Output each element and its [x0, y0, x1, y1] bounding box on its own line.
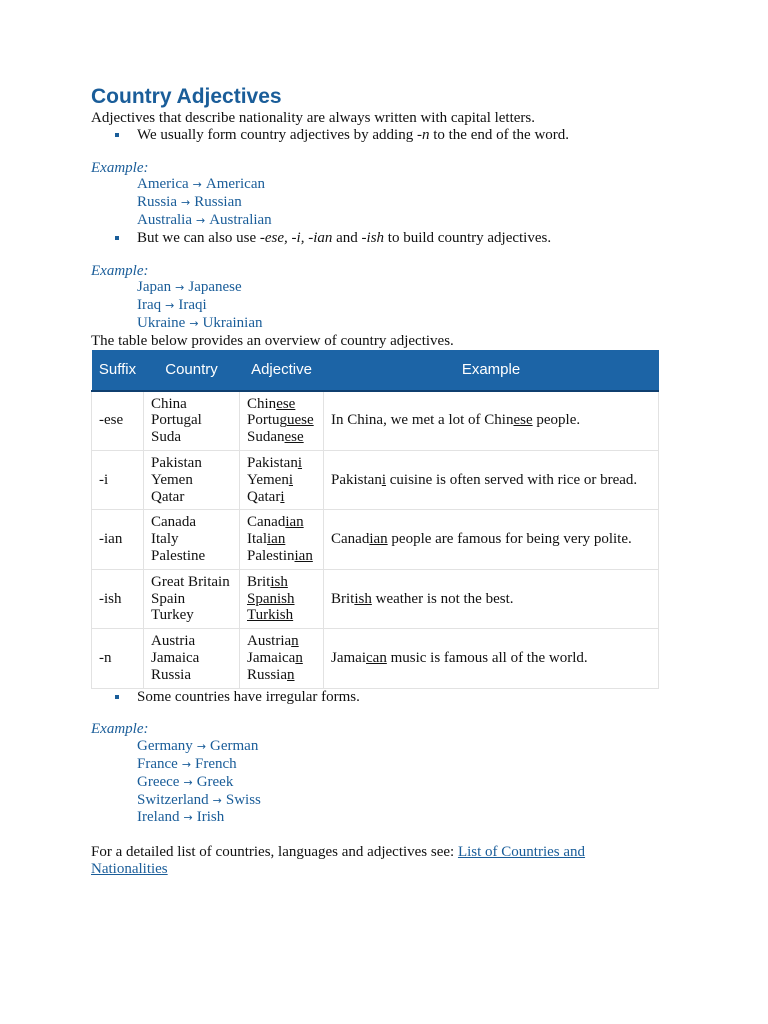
example-country: Japan	[137, 279, 172, 296]
suffix-highlight: ian	[267, 531, 286, 548]
suffix-cell: -ian	[92, 510, 144, 569]
text-part: Sudan	[247, 429, 285, 446]
example-adjective: Ukrainian	[202, 314, 263, 331]
adjective-cell	[240, 450, 324, 509]
example-line	[91, 756, 661, 774]
footer-paragraph	[91, 844, 661, 878]
text-part: Qatar	[247, 488, 281, 505]
country-cell	[144, 629, 240, 688]
country-cell	[144, 510, 240, 569]
country-name: Pakistan	[151, 454, 202, 471]
example-adjective: Australian	[209, 211, 272, 228]
country-cell	[144, 569, 240, 628]
example-line	[91, 279, 661, 297]
suffix-highlight: ian	[285, 514, 304, 531]
adjective-word	[247, 574, 316, 591]
country-name: Portugal	[151, 412, 202, 429]
example-line	[91, 212, 661, 230]
table-row	[92, 450, 659, 509]
arrow-right-icon: →	[195, 213, 206, 227]
example-country: Switzerland	[137, 791, 209, 808]
example-list	[91, 279, 661, 332]
text-part: music is famous all of the world.	[386, 649, 588, 666]
example-country: Greece	[137, 773, 180, 790]
text-part: people are famous for being very polite.	[387, 531, 632, 548]
suffix-cell: -ish	[92, 569, 144, 628]
example-line	[91, 774, 661, 792]
suffix-highlight: ian	[369, 531, 388, 548]
suffix-highlight: Spanish	[247, 590, 295, 607]
country-name: Great Britain	[151, 573, 230, 590]
bullet-item	[91, 230, 661, 247]
suffix-highlight: n	[287, 666, 295, 683]
adjective-word	[247, 667, 316, 684]
countries-nationalities-link[interactable]: List of Countries and Nationalities	[91, 844, 586, 877]
header-example: Example	[324, 350, 659, 391]
example-adjective: Greek	[196, 773, 234, 790]
text-part: Yemen	[247, 471, 289, 488]
adjective-cell	[240, 510, 324, 569]
arrow-right-icon: →	[183, 811, 193, 825]
adjectives-table	[91, 350, 659, 689]
example-adjective: Swiss	[225, 791, 261, 808]
country-cell	[144, 391, 240, 451]
example-cell	[324, 450, 659, 509]
example-country: America	[137, 176, 189, 193]
country-name: Turkey	[151, 607, 194, 624]
suffix-cell: -n	[92, 629, 144, 688]
example-line	[91, 176, 661, 194]
example-list	[91, 738, 661, 827]
suffix-highlight: ese	[284, 429, 304, 446]
square-bullet-icon	[115, 236, 119, 240]
example-adjective: Irish	[196, 809, 225, 826]
adjective-word	[247, 633, 316, 650]
example-cell	[324, 629, 659, 688]
text-part: Ital	[247, 531, 267, 548]
header-adjective: Adjective	[240, 350, 324, 391]
bullet-text: and	[332, 229, 362, 246]
suffix-cell: -i	[92, 450, 144, 509]
text-part: In China, we met a lot of Chin	[331, 412, 514, 429]
adjective-word	[247, 514, 316, 531]
text-part: cuisine is often served with rice or bread.	[386, 471, 638, 488]
example-list	[91, 176, 661, 229]
suffix-highlight: ese	[513, 412, 533, 429]
text-part: Pakistan	[247, 454, 298, 471]
suffix-highlight: can	[366, 649, 387, 666]
bullet-text: to build country adjectives.	[384, 229, 552, 246]
country-cell	[144, 450, 240, 509]
text-part: Brit	[331, 590, 355, 607]
text-part: Brit	[247, 573, 271, 590]
arrow-right-icon: →	[181, 757, 192, 771]
example-label: Example:	[91, 262, 149, 279]
square-bullet-icon	[115, 695, 119, 699]
adjective-word	[247, 531, 316, 548]
text-part: Russia	[247, 666, 288, 683]
bullet-text: to the end of the word.	[429, 126, 570, 143]
country-name: Italy	[151, 531, 179, 548]
adjective-word	[247, 429, 316, 446]
bullet-suffix: -ese, -i, -ian	[259, 229, 333, 246]
arrow-right-icon: →	[165, 299, 175, 313]
bullet-item	[91, 127, 661, 144]
example-line	[91, 792, 661, 810]
bullet-text: But we can also use	[137, 229, 260, 246]
adjective-word	[247, 591, 316, 608]
country-name: Canada	[151, 514, 196, 531]
country-name: Spain	[151, 590, 186, 607]
arrow-right-icon: →	[189, 316, 199, 330]
table-header-row	[92, 350, 659, 391]
example-country: Russia	[137, 194, 178, 211]
bullet-suffix: -n	[416, 126, 430, 143]
adjective-cell	[240, 569, 324, 628]
example-adjective: French	[195, 755, 237, 772]
footer-text: For a detailed list of countries, languages and adjectives see:	[91, 844, 458, 861]
adjective-word	[247, 412, 316, 429]
arrow-right-icon: →	[212, 793, 222, 807]
text-part: Palestin	[247, 547, 295, 564]
text-part: Portug	[247, 412, 288, 429]
intro-text: Adjectives that describe nationality are always written with capital letters.	[91, 110, 536, 126]
country-name: Qatar	[151, 488, 185, 505]
suffix-highlight: Turkish	[247, 607, 294, 624]
country-name: Austria	[151, 633, 196, 650]
example-line	[91, 194, 661, 212]
suffix-highlight: ish	[270, 573, 288, 590]
example-adjective: German	[210, 738, 259, 755]
document-page	[91, 84, 661, 878]
bullet-text: Some countries have irregular forms.	[137, 688, 360, 705]
text-part: Canad	[247, 514, 286, 531]
text-part: Austria	[247, 633, 292, 650]
arrow-right-icon: →	[181, 196, 191, 210]
arrow-right-icon: →	[196, 740, 207, 754]
table-row	[92, 391, 659, 451]
example-country: Germany	[137, 738, 193, 755]
arrow-right-icon: →	[175, 281, 185, 295]
table-intro: The table below provides an overview of country adjectives.	[91, 332, 454, 349]
text-part: weather is not the best.	[371, 590, 514, 607]
header-country: Country	[144, 350, 240, 391]
example-country: Ireland	[137, 809, 180, 826]
adjective-word	[247, 548, 316, 565]
example-country: Ukraine	[137, 314, 186, 331]
suffix-highlight: ian	[294, 547, 313, 564]
bullet-suffix: -ish	[361, 229, 385, 246]
country-name: Yemen	[151, 471, 193, 488]
text-part: Canad	[331, 531, 370, 548]
adjective-word	[247, 455, 316, 472]
adjective-word	[247, 607, 316, 624]
text-part: Jamaica	[247, 649, 296, 666]
page-title: Country Adjectives	[91, 85, 282, 108]
suffix-highlight: i	[280, 488, 285, 505]
adjective-word	[247, 650, 316, 667]
example-cell	[324, 510, 659, 569]
example-line	[91, 809, 661, 827]
suffix-highlight: i	[288, 471, 293, 488]
example-country: Iraq	[137, 297, 162, 314]
example-country: Australia	[137, 211, 192, 228]
table-row	[92, 569, 659, 628]
suffix-highlight: n	[295, 649, 303, 666]
suffix-cell: -ese	[92, 391, 144, 451]
country-name: Palestine	[151, 547, 206, 564]
example-cell	[324, 391, 659, 451]
suffix-highlight: i	[297, 454, 303, 471]
example-cell	[324, 569, 659, 628]
text-part: Jamai	[331, 649, 366, 666]
bullet-item	[91, 689, 661, 706]
suffix-highlight: n	[291, 633, 299, 650]
text-part: people.	[532, 412, 581, 429]
table-body	[92, 391, 659, 688]
square-bullet-icon	[115, 133, 119, 137]
adjective-word	[247, 396, 316, 413]
country-name: Jamaica	[151, 649, 200, 666]
example-label: Example:	[91, 159, 149, 176]
example-line	[91, 738, 661, 756]
adjective-cell	[240, 391, 324, 451]
adjective-word	[247, 489, 316, 506]
example-adjective: Japanese	[188, 279, 242, 296]
example-line	[91, 297, 661, 315]
text-part: Pakistan	[331, 471, 382, 488]
example-label: Example:	[91, 721, 149, 738]
text-part: Chin	[247, 395, 277, 412]
example-adjective: American	[205, 176, 265, 193]
example-adjective: Russian	[194, 194, 242, 211]
header-suffix: Suffix	[92, 350, 144, 391]
example-line	[91, 315, 661, 333]
country-name: Suda	[151, 429, 181, 446]
arrow-right-icon: →	[192, 178, 202, 192]
adjective-cell	[240, 629, 324, 688]
suffix-highlight: uese	[287, 412, 314, 429]
arrow-right-icon: →	[183, 775, 193, 789]
adjective-word	[247, 472, 316, 489]
table-row	[92, 510, 659, 569]
example-country: France	[137, 755, 178, 772]
country-name: China	[151, 395, 187, 412]
bullet-text: We usually form country adjectives by adding	[137, 126, 417, 143]
example-adjective: Iraqi	[178, 297, 207, 314]
suffix-highlight: ese	[276, 395, 296, 412]
table-row	[92, 629, 659, 688]
country-name: Russia	[151, 666, 192, 683]
suffix-highlight: i	[381, 471, 387, 488]
suffix-highlight: ish	[354, 590, 372, 607]
